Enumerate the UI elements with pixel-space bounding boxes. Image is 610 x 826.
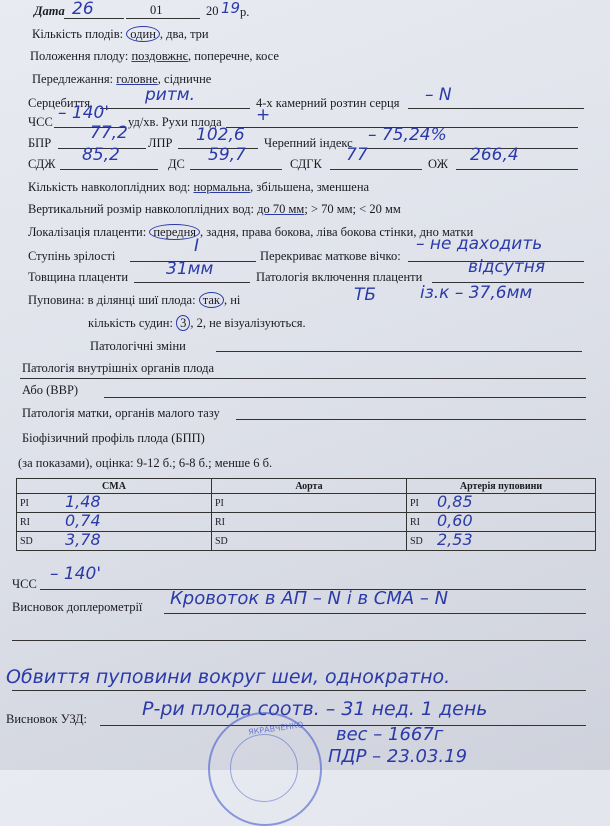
- bpr-label: БПР: [28, 136, 52, 150]
- date-month-line: [126, 18, 200, 19]
- ds-value: 59,7: [208, 145, 246, 165]
- thickness-label: Товщина плаценти: [28, 270, 129, 284]
- chamber-label: 4-х камерний розтин серця: [256, 96, 400, 110]
- date-year-prefix: 20: [206, 4, 219, 18]
- lpr-label: ЛПР: [148, 136, 173, 150]
- cord-note-a: ТБ: [354, 285, 377, 305]
- doppler-header-row: [17, 479, 596, 494]
- path-changes-label: Патологічні зміни: [90, 339, 186, 353]
- date-day-line: [64, 18, 124, 19]
- bpp-label: Біофізичний профіль плода (БПП): [22, 431, 205, 445]
- sd-artery: 2,53: [437, 530, 473, 549]
- insertion-label: Патологія включення плаценти: [256, 270, 423, 284]
- cephalic-label: Черепний індекс: [264, 136, 353, 150]
- placenta-loc-selected: передня: [149, 224, 200, 240]
- cord-selected: так: [199, 292, 224, 308]
- hr-label: ЧСС: [28, 115, 53, 129]
- position-selected: поздовжнє: [131, 49, 188, 63]
- maturity-label: Ступінь зрілості: [28, 249, 116, 263]
- sdzh-label: СДЖ: [28, 157, 56, 171]
- vessels-selected: 3: [176, 315, 190, 331]
- date-label: Дата: [34, 4, 65, 18]
- cephalic-value: – 75,24%: [368, 125, 447, 145]
- maturity-value: I: [194, 236, 200, 256]
- date-day: 26: [72, 0, 94, 19]
- uterus-label: Патологія матки, органів малого тазу: [22, 406, 220, 420]
- col-artery: Артерія пуповини: [407, 479, 596, 494]
- chamber-value: – N: [425, 85, 452, 105]
- fetus-count-row: Кількість плодів: один , два, три: [32, 27, 209, 41]
- vessels-row: кількість судин: 3 , 2, не візуалізуються.: [88, 316, 306, 330]
- bpp-note: (за показами), оцінка: 9-12 б.; 6-8 б.; менше 6 б.: [18, 456, 273, 470]
- weight-value: вес – 1667г: [336, 724, 444, 745]
- table-row: RI 0,74 RI RI 0,60: [17, 513, 596, 532]
- hr2-label: ЧСС: [12, 577, 37, 591]
- ozh-value: 266,4: [470, 145, 519, 165]
- due-date-value: ПДР – 23.03.19: [328, 746, 468, 767]
- covers-value: – не даходить: [416, 234, 543, 254]
- date-month: 01: [150, 3, 163, 17]
- or-vvr-label: Або (ВВР): [22, 383, 79, 397]
- doppler-conclusion-value: Кровоток в АП – N і в СМА – N: [170, 588, 449, 609]
- thickness-value: 31мм: [166, 259, 214, 279]
- insertion-value: відсутня: [468, 257, 546, 277]
- presentation-selected: головне: [116, 72, 158, 86]
- pi-artery: 0,85: [437, 492, 473, 511]
- doppler-table: [16, 478, 596, 551]
- col-cma: СМА: [17, 479, 212, 494]
- col-aorta: Аорта: [212, 479, 407, 494]
- fetus-count-selected: один: [126, 26, 160, 42]
- vertical-row: Вертикальний розмір навколоплідних вод: до 70 мм; > 70 мм; < 20 мм: [28, 202, 401, 216]
- sdgk-value: 77: [346, 145, 368, 165]
- date-year-suffix: 19: [221, 0, 241, 17]
- ri-artery: 0,60: [437, 511, 473, 530]
- date-year-end: р.: [240, 5, 250, 19]
- position-row: Положення плоду: поздовжнє, поперечне, косе: [30, 49, 279, 63]
- hr-value: – 140': [58, 103, 110, 123]
- round-stamp: ЯКРАВЧЕНКО: [208, 712, 322, 826]
- ds-label: ДС: [168, 157, 185, 171]
- pi-cma: 1,48: [65, 492, 101, 511]
- sd-cma: 3,78: [65, 530, 101, 549]
- ozh-label: ОЖ: [428, 157, 448, 171]
- table-row: SD 3,78 SD SD 2,53: [17, 532, 596, 551]
- cord-row: Пуповина: в ділянці шиї плода: так , ні: [28, 293, 241, 307]
- ri-cma: 0,74: [65, 511, 101, 530]
- placenta-loc-row: Локалізація плаценти: передня , задня, права бокова, ліва бокова стінки, дно матки: [28, 225, 474, 239]
- amniotic-selected: нормальна: [193, 180, 251, 194]
- uzd-conclusion-label: Висновок УЗД:: [6, 712, 87, 726]
- lpr-value: 102,6: [196, 125, 245, 145]
- amniotic-row: Кількість навколоплідних вод: нормальна, збільшена, зменшена: [28, 180, 370, 194]
- heartbeat-value: ритм.: [145, 85, 195, 105]
- hr2-value: – 140': [50, 564, 102, 584]
- presentation-row: Передлежання: головне, сідничне: [32, 72, 212, 86]
- cord-note-b: із.к – 37,6мм: [420, 283, 533, 303]
- covers-label: Перекриває маткове вічко:: [260, 249, 401, 263]
- movement-value: +: [256, 105, 271, 125]
- doppler-conclusion-label: Висновок доплерометрії: [12, 600, 143, 614]
- bpr-value: 77,2: [90, 123, 128, 143]
- uzd-conclusion-value: Р-ри плода соотв. – 31 нед. 1 день: [142, 698, 488, 720]
- sdzh-value: 85,2: [82, 145, 120, 165]
- table-row: PI 1,48 PI PI 0,85: [17, 494, 596, 513]
- organs-label: Патологія внутрішніх органів плода: [22, 361, 215, 375]
- vertical-selected: до 70 мм: [257, 202, 305, 216]
- sdgk-label: СДГК: [290, 157, 322, 171]
- heartbeat-label: Серцебиття: [28, 96, 91, 110]
- hr-unit: уд/хв. Рухи плода: [128, 115, 222, 129]
- extra-conclusion-line: Обвиття пуповини вокруг шеи, однократно.: [6, 666, 451, 688]
